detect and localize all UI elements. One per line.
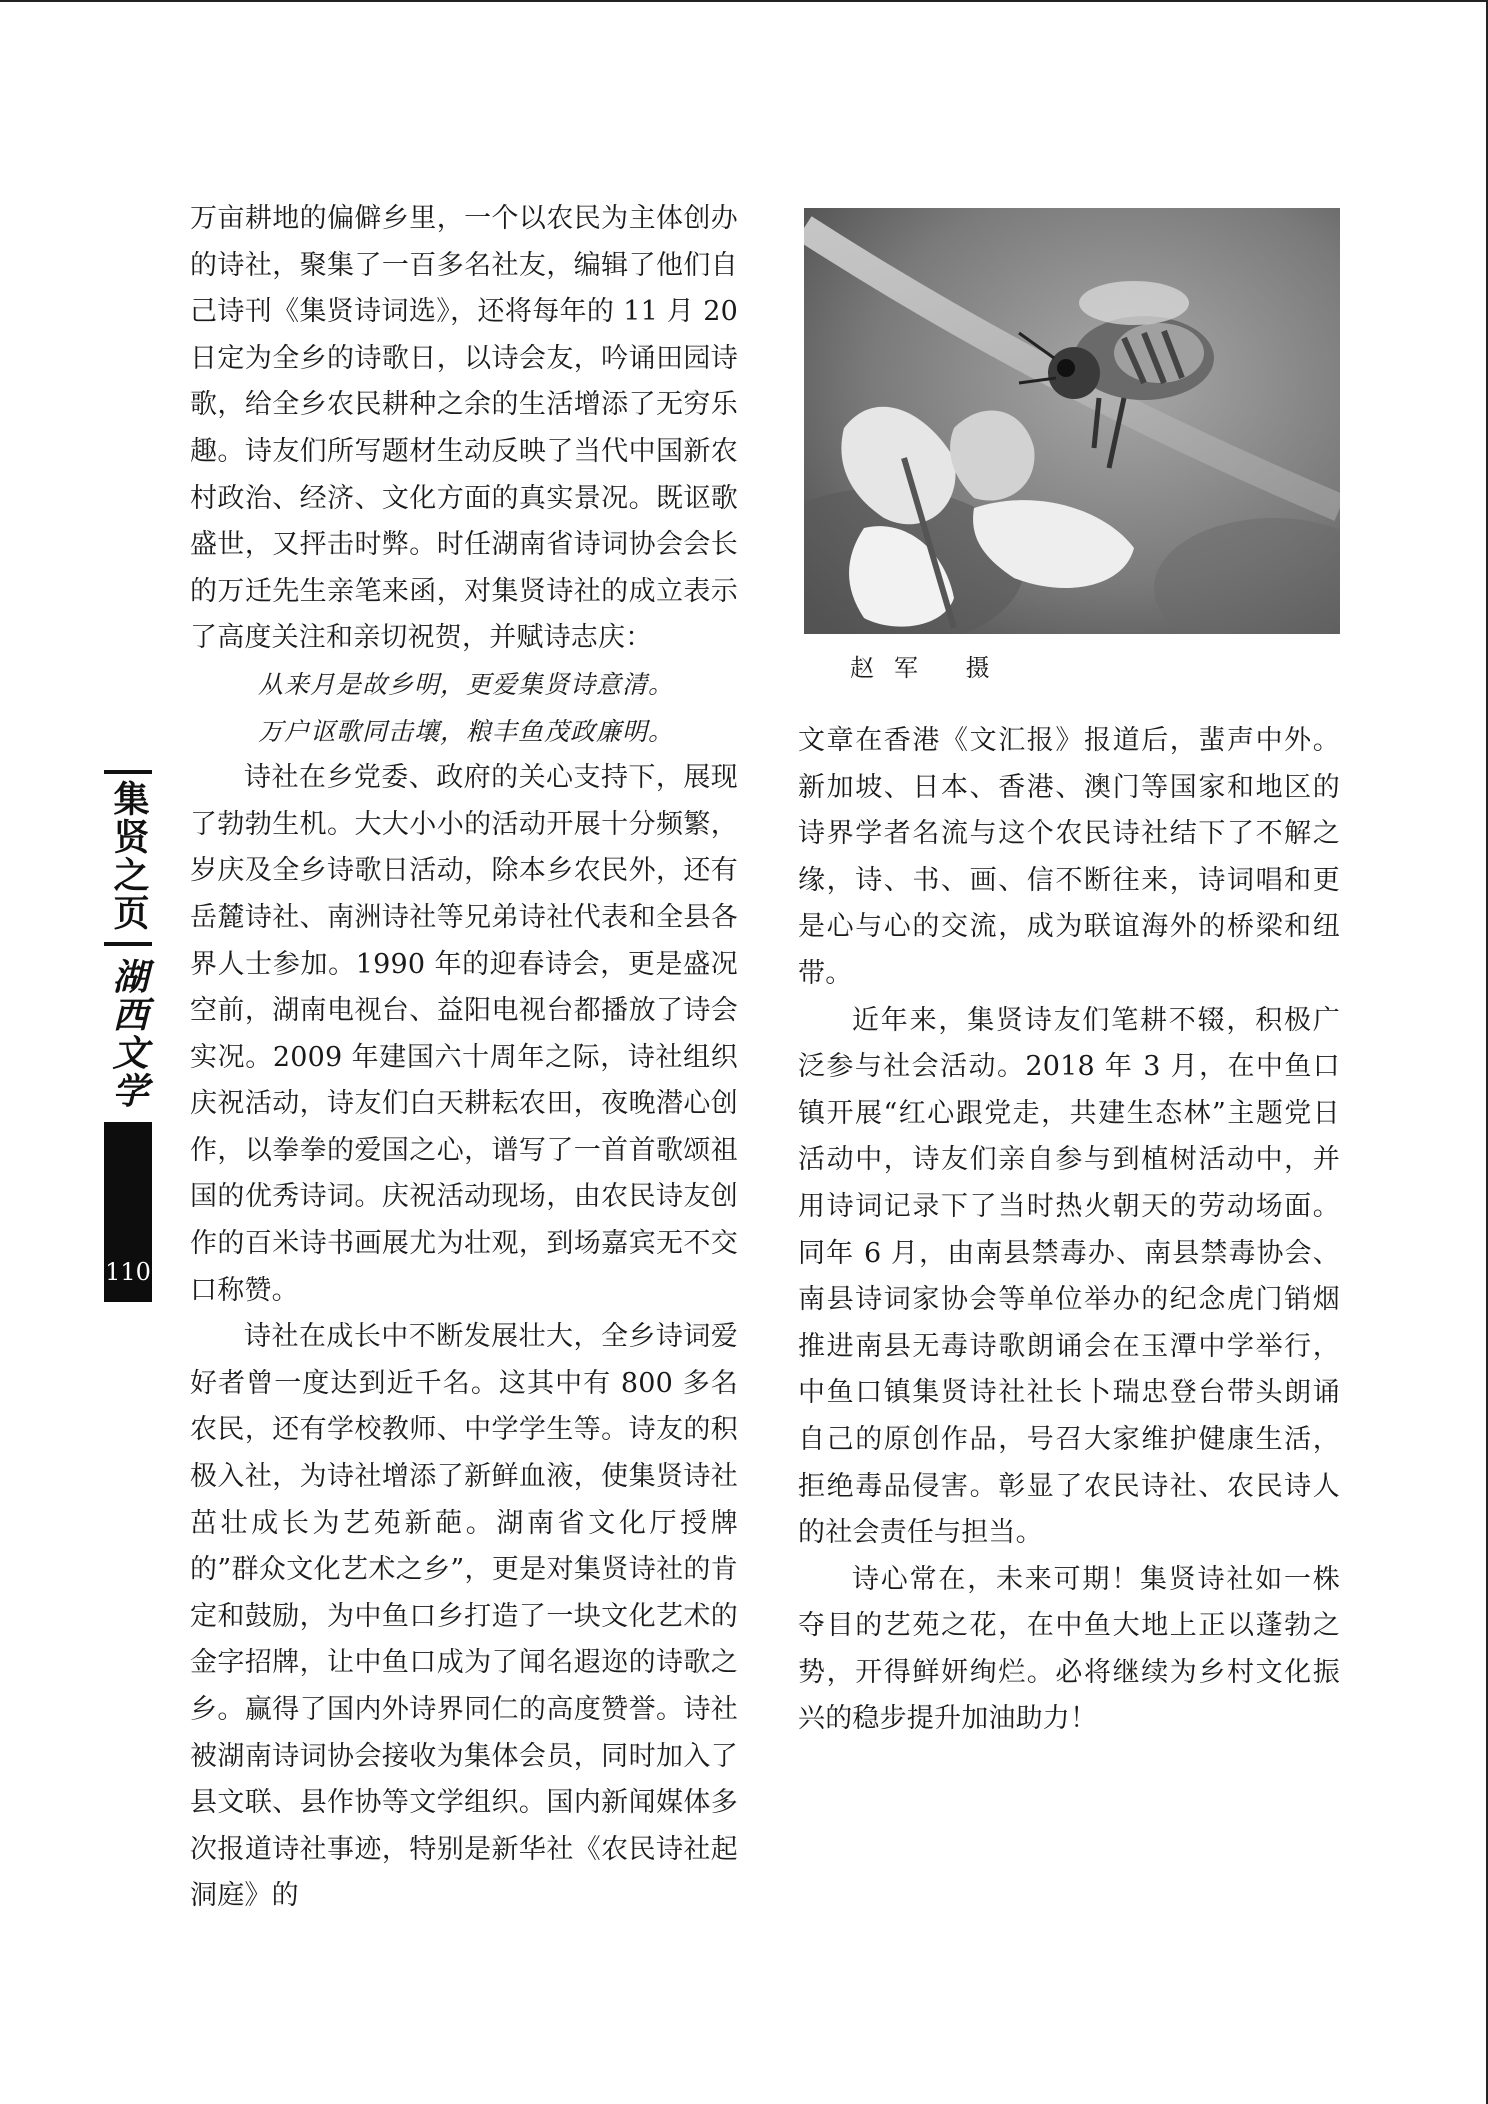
paragraph: 诗社在成长中不断发展壮大，全乡诗词爱好者曾一度达到近千名。这其中有 800 多名农民，还有学校教师、中学学生等。诗友的积极入社，为诗社增添了新鲜血液，使集贤诗社茁壮成长为艺苑新葩。湖南省文化厅授牌的”群众文化艺术之乡”，更是对集贤诗社的肯定和鼓励，为中鱼口乡打造了一块文化艺术的金字招牌，让中鱼口成为了闻名遐迩的诗歌之乡。赢得了国内外诗界同仁的高度赞誉。诗社被湖南诗词协会接收为集体会员，同时加入了县文联、县作协等文学组织。国内新闻媒体多次报道诗社事迹，特别是新华社《农民诗社起洞庭》的 xyxy=(190,1321,738,1912)
page-number-block xyxy=(104,1122,152,1302)
page-number: 110 xyxy=(105,1258,151,1286)
poem-line: 万户讴歌同击壤，粮丰鱼茂政廉明。 xyxy=(258,716,675,746)
paragraph: 万亩耕地的偏僻乡里，一个以农民为主体创办的诗社，聚集了一百多名社友，编辑了他们自己诗刊《集贤诗词选》，还将每年的 11 月 20 日定为全乡的诗歌日，以诗会友，吟诵田园诗歌，给全乡农民耕种之余的生活增添了无穷乐趣。诗友们所写题材生动反映了当代中国新农村政治、经济、文化方面的真实景况。既讴歌盛世，又抨击时弊。时任湖南省诗词协会会长的万迁先生亲笔来函，对集贤诗社的成立表示了高度关注和亲切祝贺，并赋诗志庆： xyxy=(190,203,738,654)
section-title: 集贤之页 xyxy=(108,780,149,932)
magazine-logo: 湖西文学 xyxy=(107,958,149,1110)
paragraph: 文章在香港《文汇报》报道后，蜚声中外。新加坡、日本、香港、澳门等国家和地区的诗界学者名流与这个农民诗社结下了不解之缘，诗、书、画、信不断往来，诗词唱和更是心与心的交流，成为联谊海外的桥梁和纽带。 xyxy=(798,725,1340,989)
right-column xyxy=(798,718,1340,1743)
paragraph: 近年来，集贤诗友们笔耕不辍，积极广泛参与社会活动。2018 年 3 月，在中鱼口镇开展“红心跟党走，共建生态林”主题党日活动中，诗友们亲自参与到植树活动中，并用诗词记录下了当时热火朝天的劳动场面。同年 6 月，由南县禁毒办、南县禁毒协会、南县诗词家协会等单位举办的纪念虎门销烟推进南县无毒诗歌朗诵会在玉潭中学举行，中鱼口镇集贤诗社社长卜瑞忠登台带头朗诵自己的原创作品，号召大家维护健康生活，拒绝毒品侵害。彰显了农民诗社、农民诗人的社会责任与担当。 xyxy=(798,1004,1340,1549)
page-top-border xyxy=(0,0,1488,2)
photo-caption: 赵军 摄 xyxy=(850,654,1010,682)
paragraph: 诗社在乡党委、政府的关心支持下，展现了勃勃生机。大大小小的活动开展十分频繁，岁庆及全乡诗歌日活动，除本乡农民外，还有岳麓诗社、南洲诗社等兄弟诗社代表和全县各界人士参加。1990 年的迎春诗会，更是盛况空前，湖南电视台、益阳电视台都播放了诗会实况。2009 年建国六十周年之际，诗社组织庆祝活动，诗友们白天耕耘农田，夜晚潜心创作，以拳拳的爱国之心，谱写了一首首歌颂祖国的优秀诗词。庆祝活动现场，由农民诗友创作的百米诗书画展尤为壮观，到场嘉宾无不交口称赞。 xyxy=(190,762,738,1306)
side-tab xyxy=(104,770,152,1302)
left-column xyxy=(190,196,738,1920)
bee-on-flower-photo xyxy=(804,208,1340,634)
poem-line: 从来月是故乡明，更爱集贤诗意清。 xyxy=(258,669,675,699)
photo-illustration xyxy=(804,208,1340,634)
paragraph: 诗心常在，未来可期！集贤诗社如一株夺目的艺苑之花，在中鱼大地上正以蓬勃之势，开得鲜妍绚烂。必将继续为乡村文化振兴的稳步提升加油助力！ xyxy=(798,1563,1340,1735)
